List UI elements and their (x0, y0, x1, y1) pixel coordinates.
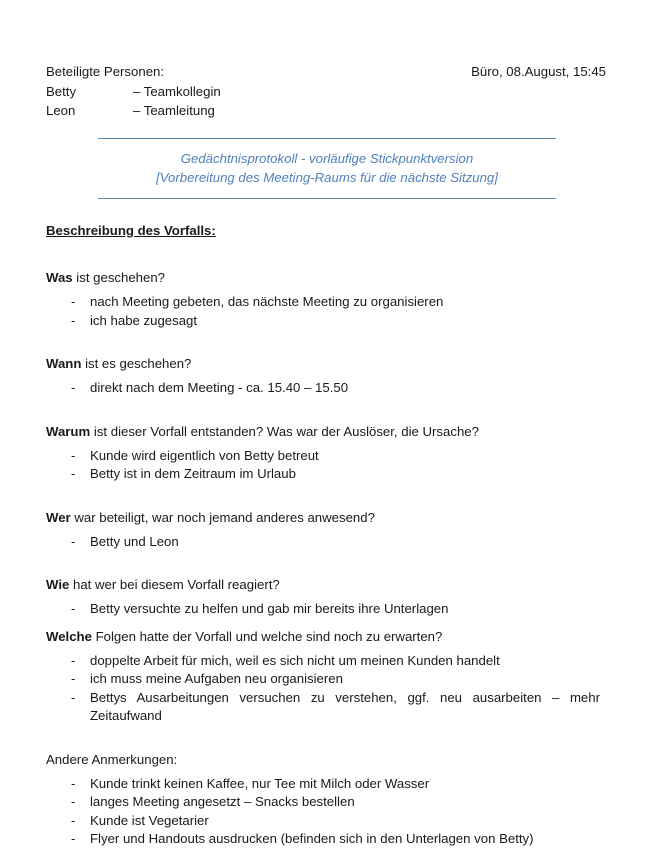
bullet-marker-icon: - (71, 794, 76, 809)
bullet-marker-icon: - (71, 831, 76, 846)
list-item-text: Kunde ist Vegetarier (90, 812, 209, 828)
list-item-text: Bettys Ausarbeitungen versuchen zu verstehen, ggf. neu ausarbeiten – mehr Zeitaufwand (90, 689, 600, 723)
list-item (46, 447, 602, 466)
list-item (46, 775, 602, 794)
list-item (46, 689, 602, 726)
list-item-text: nach Meeting gebeten, das nächste Meeting zu organisieren (90, 294, 444, 309)
spacer (46, 398, 602, 422)
participant-name: Betty (46, 83, 77, 99)
list-item (46, 670, 602, 689)
list-item-text: direkt nach dem Meeting - ca. 15.40 – 15.50 (90, 380, 349, 395)
section-notes (46, 750, 602, 848)
header-meta: Büro, 08.August, 15:45 (471, 64, 606, 79)
bullet-marker-icon: - (71, 466, 76, 481)
participants-label: Beteiligte Personen: (46, 64, 165, 79)
bullet-marker-icon: - (71, 671, 76, 686)
section-wer (46, 508, 602, 552)
question-rest: ist es geschehen? (81, 356, 192, 371)
bullet-marker-icon: - (71, 447, 76, 463)
spacer (46, 551, 602, 575)
participant-row (46, 82, 606, 102)
document-header (46, 62, 606, 121)
bullet-marker-icon: - (71, 775, 76, 791)
list-item-text: Betty versuchte zu helfen und gab mir bereits ihre Unterlagen (90, 601, 449, 616)
list-item (46, 293, 602, 312)
list-item (46, 312, 602, 331)
list-item-text: ich habe zugesagt (90, 312, 198, 328)
section-bullet-list (46, 379, 602, 398)
participant-role: – Teamkollegin (133, 83, 221, 99)
notes-bullet-list (46, 775, 602, 848)
section-question (46, 268, 602, 287)
title-band (98, 138, 556, 199)
section-wann (46, 354, 602, 398)
section-welche (46, 627, 602, 726)
spacer (46, 484, 602, 508)
list-item-text: Betty und Leon (90, 533, 179, 549)
list-item (46, 600, 602, 619)
section-bullet-list (46, 293, 602, 330)
spacer (46, 726, 602, 750)
question-lead: Wie (46, 577, 70, 592)
list-item-text: Betty ist in dem Zeitraum im Urlaub (90, 466, 296, 481)
list-item (46, 533, 602, 552)
bullet-marker-icon: - (71, 812, 76, 828)
section-question (46, 422, 602, 441)
bullet-marker-icon: - (71, 312, 76, 328)
section-bullet-list (46, 600, 602, 619)
section-question (46, 575, 602, 594)
question-lead: Wer (46, 509, 71, 525)
notes-heading: Andere Anmerkungen: (46, 751, 178, 767)
question-rest: ist geschehen? (72, 270, 166, 285)
participant-row (46, 101, 606, 121)
list-item-text: Kunde trinkt keinen Kaffee, nur Tee mit Milch oder Wasser (90, 775, 430, 791)
question-lead: Wann (46, 356, 82, 371)
section-question (46, 627, 602, 646)
list-item-text: doppelte Arbeit für mich, weil es sich nicht um meinen Kunden handelt (90, 652, 500, 668)
section-question (46, 354, 602, 373)
list-item (46, 379, 602, 398)
question-rest: war beteiligt, war noch jemand anderes anwesend? (70, 509, 375, 525)
section-question (46, 508, 602, 527)
question-lead: Welche (46, 628, 92, 644)
question-rest: Folgen hatte der Vorfall und welche sind noch zu erwarten? (91, 628, 443, 644)
section-wie (46, 575, 602, 619)
section-bullet-list (46, 652, 602, 726)
list-item-text: Flyer und Handouts ausdrucken (befinden sich in den Unterlagen von Betty) (90, 831, 534, 846)
question-lead: Was (46, 270, 73, 285)
subtitle-line-2: [Vorbereitung des Meeting-Raums für die nächste Sitzung] (156, 170, 498, 185)
section-bullet-list (46, 447, 602, 484)
bullet-marker-icon: - (71, 294, 76, 309)
bullet-marker-icon: - (71, 689, 76, 705)
document-body (46, 222, 602, 848)
list-item (46, 812, 602, 831)
spacer (46, 619, 602, 627)
bullet-marker-icon: - (71, 652, 76, 668)
list-item-text: ich muss meine Aufgaben neu organisieren (90, 671, 343, 686)
bullet-marker-icon: - (71, 601, 76, 616)
subtitle-line-1: Gedächtnisprotokoll - vorläufige Stickpunktversion (180, 151, 474, 166)
title-rule-bottom (98, 198, 556, 199)
question-lead: Warum (46, 423, 91, 439)
list-item (46, 793, 602, 812)
question-rest: ist dieser Vorfall entstanden? Was war der Auslöser, die Ursache? (90, 423, 479, 439)
list-item-text: langes Meeting angesetzt – Snacks bestellen (90, 794, 355, 809)
document-subtitle (98, 139, 556, 198)
participant-name: Leon (46, 103, 76, 118)
section-warum (46, 422, 602, 484)
question-rest: hat wer bei diesem Vorfall reagiert? (69, 577, 280, 592)
list-item (46, 830, 602, 848)
list-item-text: Kunde wird eigentlich von Betty betreut (90, 447, 319, 463)
section-was (46, 268, 602, 330)
header-row-participants (46, 62, 606, 82)
main-heading-wrap (46, 222, 602, 254)
page-title: Beschreibung des Vorfalls: (46, 223, 216, 238)
bullet-marker-icon: - (71, 380, 76, 395)
participant-role: – Teamleitung (133, 103, 215, 118)
section-bullet-list (46, 533, 602, 552)
list-item (46, 465, 602, 484)
spacer (46, 330, 602, 354)
bullet-marker-icon: - (71, 533, 76, 549)
list-item (46, 652, 602, 671)
